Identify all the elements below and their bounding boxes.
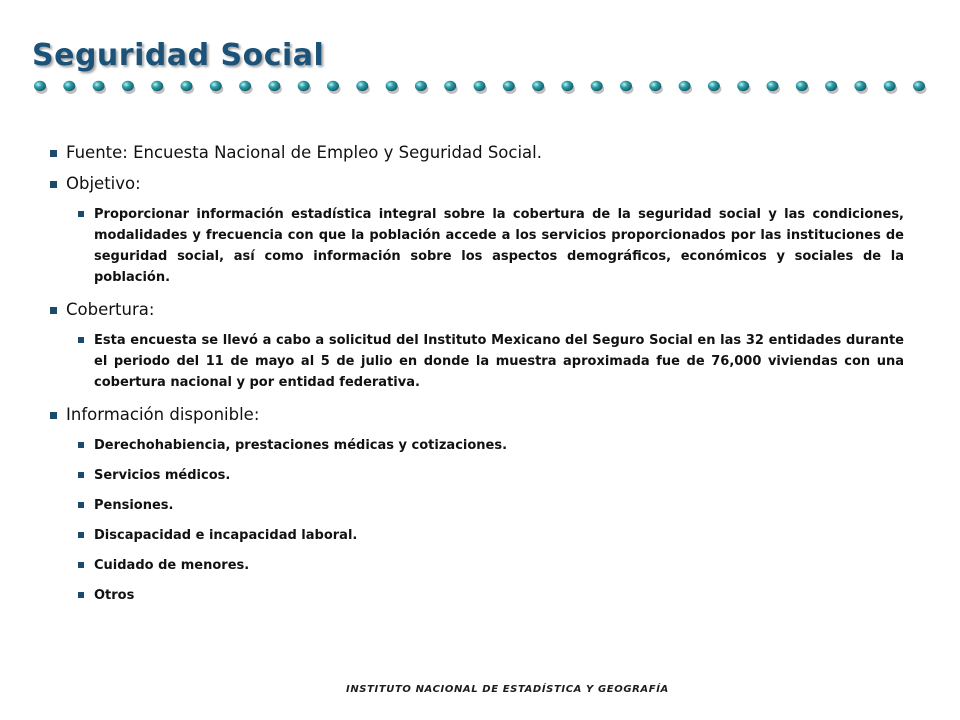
list-item bbox=[48, 585, 904, 606]
divider-dot bbox=[708, 81, 720, 91]
divider-dot bbox=[268, 81, 280, 91]
divider-dot bbox=[474, 81, 486, 91]
divider-dot bbox=[503, 81, 515, 91]
list-item bbox=[48, 435, 904, 456]
list-item-text: Servicios médicos. bbox=[94, 468, 231, 483]
divider-dot bbox=[649, 81, 661, 91]
informacion-list bbox=[48, 435, 904, 606]
square-bullet-icon bbox=[78, 337, 84, 343]
bullet-informacion-disponible bbox=[48, 404, 904, 426]
sub-bullet-objetivo-text: Proporcionar información estadística integral sobre la cobertura de la seguridad social y las condiciones, modalidades y frecuencia con que la población accede a los servicios proporcionados por las instituciones de seguridad social, así como información sobre los aspectos demográficos, económicos y sociales de la población. bbox=[94, 207, 904, 285]
list-item-text: Pensiones. bbox=[94, 498, 174, 513]
square-bullet-icon bbox=[78, 211, 84, 217]
list-item bbox=[48, 525, 904, 546]
divider-dot bbox=[796, 81, 808, 91]
list-item-text: Derechohabiencia, prestaciones médicas y cotizaciones. bbox=[94, 438, 508, 453]
square-bullet-icon bbox=[78, 502, 84, 508]
square-bullet-icon bbox=[78, 532, 84, 538]
divider-dot bbox=[444, 81, 456, 91]
list-item bbox=[48, 465, 904, 486]
divider-dot bbox=[825, 81, 837, 91]
divider-dot bbox=[913, 81, 925, 91]
bullet-objetivo-text: Objetivo: bbox=[66, 174, 141, 193]
divider-dot bbox=[327, 81, 339, 91]
divider-dot bbox=[93, 81, 105, 91]
page-title: Seguridad Social bbox=[32, 38, 325, 73]
objetivo-details bbox=[48, 204, 904, 288]
list-item-text: Cuidado de menores. bbox=[94, 558, 250, 573]
divider-dot bbox=[679, 81, 691, 91]
bullet-objetivo bbox=[48, 173, 904, 195]
dotted-divider bbox=[28, 76, 938, 98]
square-bullet-icon bbox=[50, 412, 57, 419]
divider-dot bbox=[210, 81, 222, 91]
bullet-fuente bbox=[48, 142, 904, 164]
divider-dot bbox=[34, 81, 46, 91]
divider-dot bbox=[737, 81, 749, 91]
divider-dot bbox=[415, 81, 427, 91]
square-bullet-icon bbox=[78, 442, 84, 448]
list-item bbox=[48, 555, 904, 576]
institution-footer: INSTITUTO NACIONAL DE ESTADÍSTICA Y GEOGRAFÍA bbox=[346, 684, 669, 695]
sub-bullet-cobertura-text: Esta encuesta se llevó a cabo a solicitud del Instituto Mexicano del Seguro Social en las 32 entidades durante el periodo del 11 de mayo al 5 de julio en donde la muestra aproximada fue de 76,000 viviendas con una cobertura nacional y por entidad federativa. bbox=[94, 333, 904, 390]
divider-dot bbox=[767, 81, 779, 91]
bullet-informacion-text: Información disponible: bbox=[66, 405, 260, 424]
square-bullet-icon bbox=[78, 562, 84, 568]
square-bullet-icon bbox=[50, 307, 57, 314]
square-bullet-icon bbox=[50, 150, 57, 157]
bullet-cobertura bbox=[48, 299, 904, 321]
content-area bbox=[48, 142, 904, 617]
divider-dot bbox=[239, 81, 251, 91]
divider-dot bbox=[122, 81, 134, 91]
divider-dot bbox=[386, 81, 398, 91]
divider-dot bbox=[561, 81, 573, 91]
divider-dot bbox=[620, 81, 632, 91]
bullet-cobertura-text: Cobertura: bbox=[66, 300, 155, 319]
divider-dot bbox=[884, 81, 896, 91]
divider-dot bbox=[356, 81, 368, 91]
sub-bullet-cobertura bbox=[48, 330, 904, 393]
divider-dot bbox=[63, 81, 75, 91]
list-item-text: Discapacidad e incapacidad laboral. bbox=[94, 528, 358, 543]
square-bullet-icon bbox=[78, 592, 84, 598]
bullet-fuente-text: Fuente: Encuesta Nacional de Empleo y Seguridad Social. bbox=[66, 143, 542, 162]
square-bullet-icon bbox=[50, 181, 57, 188]
divider-dot bbox=[298, 81, 310, 91]
divider-dot bbox=[854, 81, 866, 91]
divider-dot bbox=[151, 81, 163, 91]
cobertura-details bbox=[48, 330, 904, 393]
list-item-text: Otros bbox=[94, 588, 135, 603]
sub-bullet-objetivo bbox=[48, 204, 904, 288]
divider-dot bbox=[591, 81, 603, 91]
divider-dot bbox=[532, 81, 544, 91]
square-bullet-icon bbox=[78, 472, 84, 478]
list-item bbox=[48, 495, 904, 516]
divider-dot bbox=[181, 81, 193, 91]
